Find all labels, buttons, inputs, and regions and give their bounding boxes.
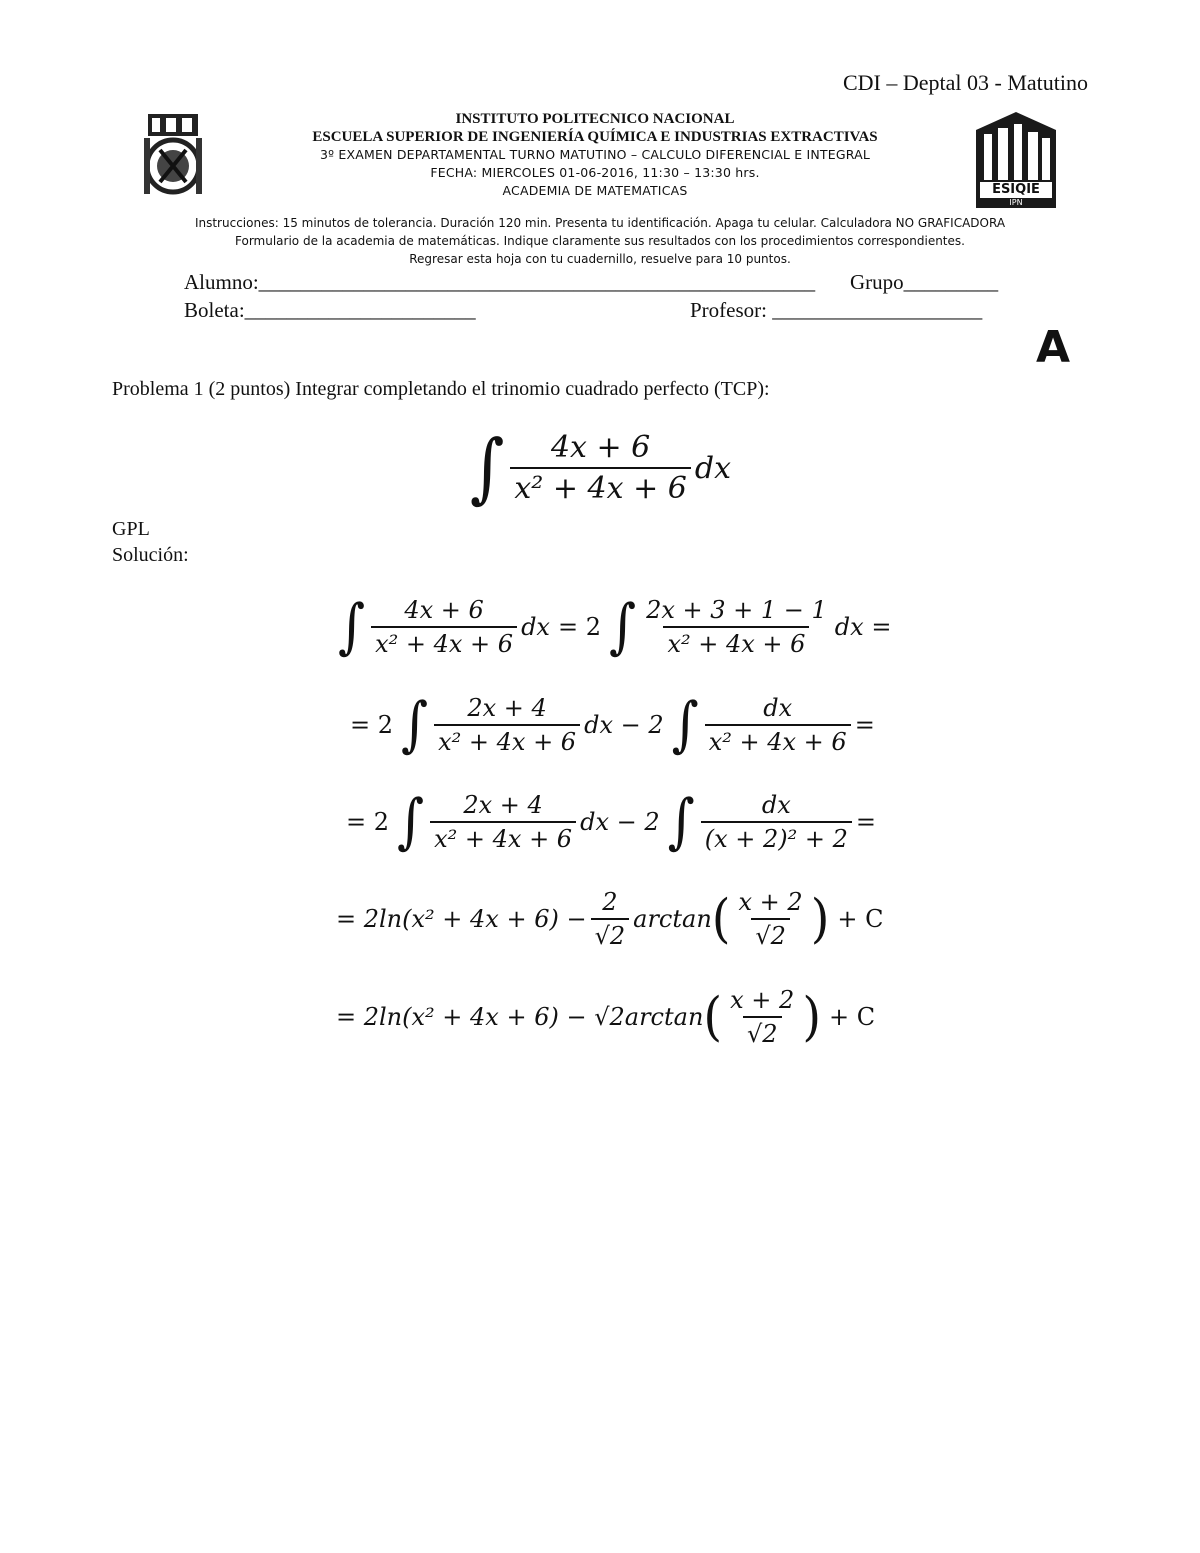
step-denominator: √2: [591, 918, 630, 950]
integral-numerator: 4x + 6: [550, 430, 651, 465]
step-numerator: x + 2: [738, 888, 803, 916]
problem-statement: Problema 1 (2 puntos) Integrar completando el trinomio cuadrado perfecto (TCP):: [112, 378, 770, 400]
solution-step-3: [346, 787, 876, 857]
integral-sign-icon: ∫: [401, 690, 429, 760]
step-numerator: 2x + 4: [467, 694, 547, 722]
instruction-line: Regresar esta hoja con tu cuadernillo, resuelve para 10 puntos.: [409, 252, 791, 266]
step-fraction: [726, 986, 798, 1048]
solution-step-4: [336, 888, 884, 950]
step-denominator: √2: [743, 1016, 782, 1048]
integral-sign-icon: ∫: [608, 592, 637, 662]
school-name: ESCUELA SUPERIOR DE INGENIERÍA QUÍMICA E INDUSTRIAS EXTRACTIVAS: [312, 129, 878, 145]
academy-name: ACADEMIA DE MATEMATICAS: [502, 183, 688, 198]
exam-header: [210, 110, 980, 200]
exam-version-letter: A: [1035, 322, 1070, 373]
step-text: = 2: [350, 711, 394, 739]
step-text: dx − 2: [580, 808, 660, 836]
step-denominator: x² + 4x + 6: [434, 724, 580, 756]
step-text: dx =: [834, 613, 892, 641]
step-numerator: 4x + 6: [404, 596, 484, 624]
step-text: + C: [829, 1003, 876, 1031]
solution-step-1: [338, 592, 892, 662]
step-denominator: x² + 4x + 6: [371, 626, 517, 658]
solution-step-2: [350, 690, 875, 760]
problem-integral: [470, 423, 731, 512]
step-text: = 2ln(x² + 4x + 6) −: [336, 905, 587, 933]
integral-denominator: x² + 4x + 6: [510, 467, 690, 506]
grupo-field[interactable]: Grupo_________: [850, 270, 999, 294]
step-denominator: x² + 4x + 6: [430, 821, 576, 853]
left-paren-icon: (: [703, 986, 723, 1048]
step-fraction: [701, 791, 852, 853]
ipn-logo-icon: [140, 110, 206, 198]
exam-date: FECHA: MIERCOLES 01-06-2016, 11:30 – 13:30 hrs.: [430, 165, 760, 180]
step-denominator: √2: [751, 918, 790, 950]
integral-differential: dx: [694, 450, 731, 486]
integral-sign-icon: ∫: [338, 592, 366, 662]
step-text: = 2ln(x² + 4x + 6) − √2arctan: [336, 1003, 704, 1031]
boleta-field[interactable]: Boleta:______________________: [184, 298, 476, 322]
step-text: arctan: [633, 905, 712, 933]
step-fraction: [642, 596, 831, 658]
esiqie-logo-text: ESIQIE: [992, 182, 1040, 197]
instruction-line: Instrucciones: 15 minutos de tolerancia. Duración 120 min. Presenta tu identificación. Apaga tu celular. Calculadora NO GRAFICADORA: [194, 216, 1006, 230]
step-text: = 2: [346, 808, 390, 836]
problem-tag: GPL: [112, 518, 150, 540]
step-fraction: [371, 596, 517, 658]
step-denominator: x² + 4x + 6: [705, 724, 851, 756]
step-denominator: (x + 2)² + 2: [701, 821, 852, 853]
exam-title: 3º EXAMEN DEPARTAMENTAL TURNO MATUTINO – CALCULO DIFERENCIAL E INTEGRAL: [319, 147, 871, 162]
integral-fraction: [510, 430, 690, 506]
step-numerator: x + 2: [730, 986, 795, 1014]
step-denominator: x² + 4x + 6: [663, 626, 809, 658]
integral-sign-icon: ∫: [667, 787, 695, 857]
solution-step-5: [336, 986, 875, 1048]
integral-sign-icon: ∫: [397, 787, 425, 857]
step-text: dx − 2: [584, 711, 664, 739]
integral-sign-icon: ∫: [671, 690, 699, 760]
instruction-line: Formulario de la academia de matemáticas. Indique claramente sus resultados con los procedimientos correspondientes.: [235, 234, 965, 248]
integral-sign-icon: ∫: [470, 423, 505, 512]
institute-name: INSTITUTO POLITECNICO NACIONAL: [455, 111, 735, 127]
right-paren-icon: ): [802, 986, 822, 1048]
right-paren-icon: ): [810, 888, 830, 950]
step-numerator: 2x + 4: [463, 791, 543, 819]
step-text: + C: [837, 905, 884, 933]
step-numerator: 2: [602, 888, 618, 916]
step-text: =: [854, 711, 875, 739]
esiqie-logo-subtext: IPN: [1009, 198, 1023, 207]
step-numerator: dx: [761, 791, 791, 819]
step-numerator: 2x + 3 + 1 − 1: [646, 596, 827, 624]
step-numerator: dx: [763, 694, 793, 722]
step-text: dx: [521, 613, 550, 641]
esiqie-logo-icon: [972, 110, 1060, 210]
step-text: =: [855, 808, 876, 836]
alumno-field[interactable]: Alumno:_____________________________________________________: [184, 270, 816, 294]
solution-label: Solución:: [112, 544, 189, 566]
course-code-label: CDI – Deptal 03 - Matutino: [842, 70, 1088, 95]
profesor-field[interactable]: Profesor: ____________________: [690, 298, 983, 322]
instructions: [140, 214, 1060, 268]
step-fraction: [430, 791, 576, 853]
step-fraction: [434, 694, 580, 756]
step-fraction: [705, 694, 851, 756]
step-fraction: [735, 888, 807, 950]
left-paren-icon: (: [711, 888, 731, 950]
step-text: = 2: [557, 613, 601, 641]
step-fraction: [591, 888, 630, 950]
